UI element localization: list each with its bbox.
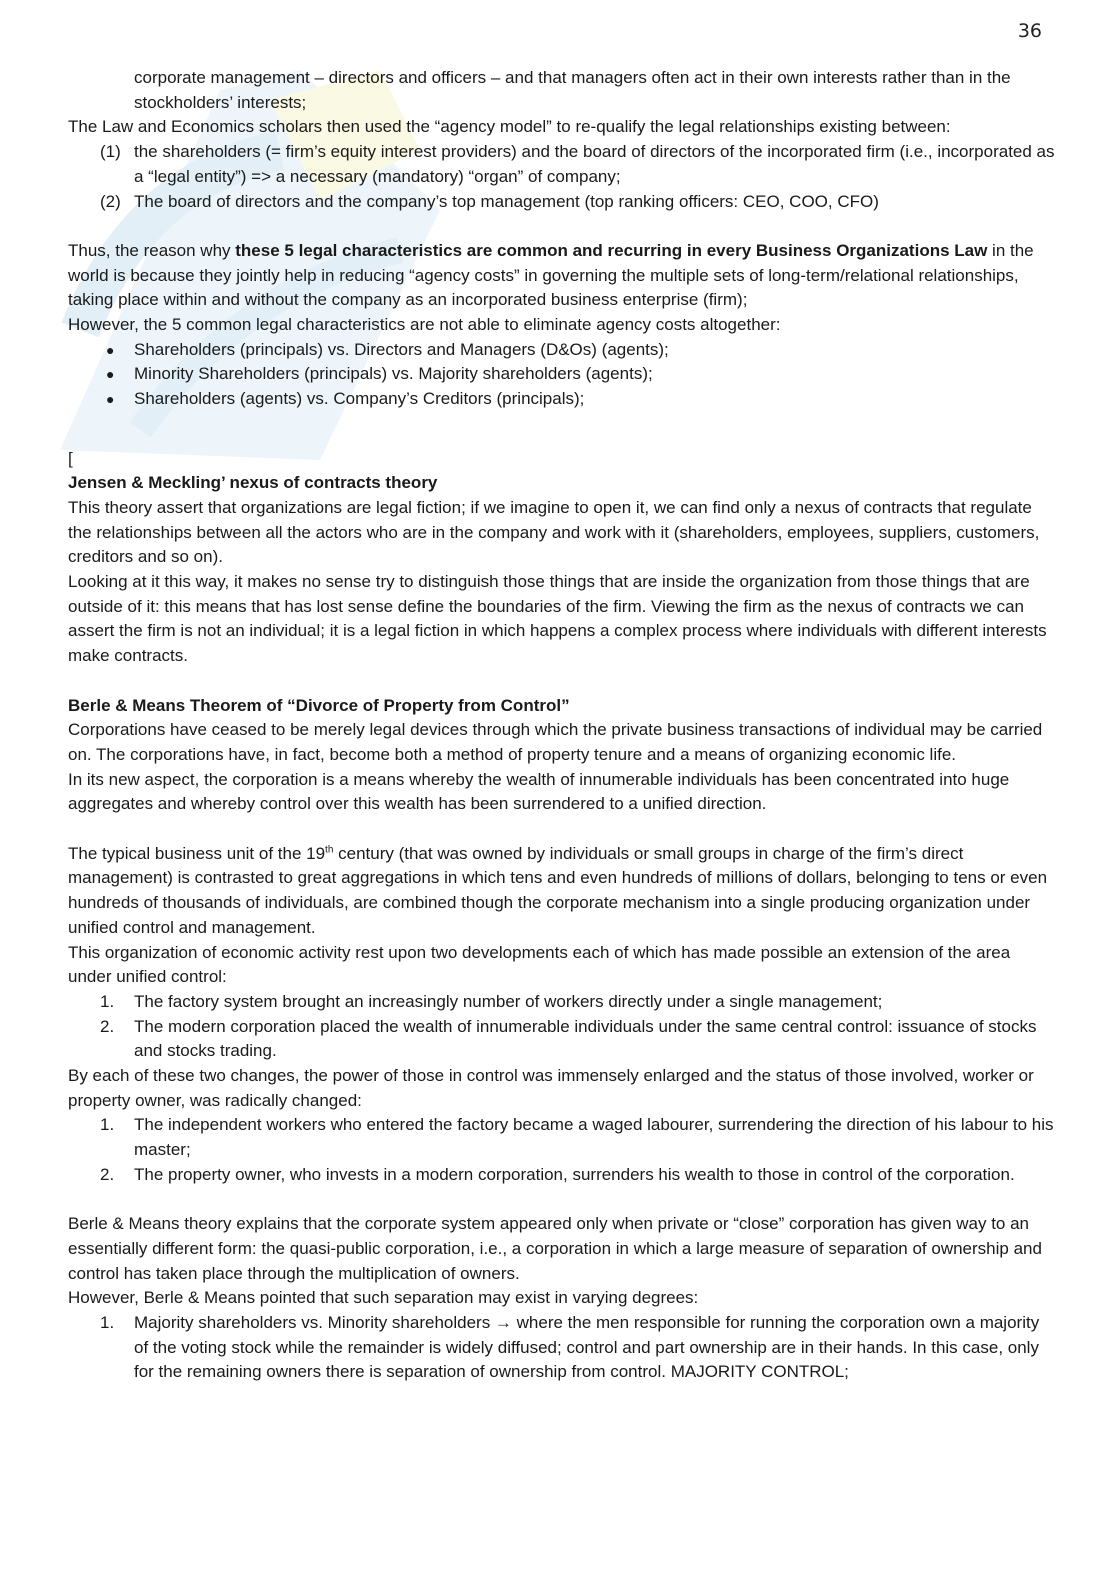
agency-list <box>68 140 1058 214</box>
paragraph-nexus-1: This theory assert that organizations are legal fiction; if we imagine to open it, we can find only a nexus of contracts that regulate the relationships between all the actors who are in the company and work with it (shareholders, employees, suppliers, customers, creditors and so on). <box>68 497 1040 567</box>
document-body <box>68 66 1058 1385</box>
page-number: 36 <box>1017 20 1042 42</box>
arrow-right-icon: → <box>494 1313 512 1333</box>
list-marker: 1. <box>100 1313 115 1333</box>
list-marker: 1. <box>100 1115 115 1135</box>
list-marker: (1) <box>100 142 121 162</box>
list-item-text: The factory system brought an increasingly number of workers directly under a single management; <box>134 991 883 1011</box>
paragraph-agency-costs: However, the 5 common legal characteristics are not able to eliminate agency costs altogether: <box>68 315 781 335</box>
list-marker: (2) <box>100 191 121 211</box>
changes-list <box>68 1113 1058 1187</box>
list-marker: 2. <box>100 1164 115 1184</box>
list-item-text: The board of directors and the company’s top management (top ranking officers: CEO, COO, CFO) <box>134 191 879 211</box>
bullet-list <box>68 338 1058 412</box>
list-item <box>68 1015 1058 1064</box>
paragraph-agency-model: The Law and Economics scholars then used the “agency model” to re-qualify the legal relationships existing between: <box>68 117 951 137</box>
paragraph-developments: This organization of economic activity rest upon two developments each of which has made possible an extension of the area under unified control: <box>68 942 1011 987</box>
paragraph-continuation: corporate management – directors and officers – and that managers often act in their own interests rather than in the stockholders’ interests; <box>134 68 1011 112</box>
list-item-text: The independent workers who entered the factory became a waged labourer, surrendering the direction of his labour to his master; <box>134 1115 1054 1160</box>
paragraph-varying-degrees: However, Berle & Means pointed that such separation may exist in varying degrees: <box>68 1288 699 1308</box>
bracket-mark: [ <box>68 448 73 468</box>
paragraph-changes: By each of these two changes, the power of those in control was immensely enlarged and the status of those involved, worker or property owner, was radically changed: <box>68 1066 1034 1110</box>
paragraph-corporate-system: Berle & Means theory explains that the corporate system appeared only when private or “close” corporation has given way to an essentially different form: the quasi-public corporation, i.e., a corporation in which a large measure of separation of ownership and control has taken place through the multiplication of owners. <box>68 1214 1042 1283</box>
list-item <box>68 1163 1058 1188</box>
list-item-text: Majority shareholders vs. Minority shareholders → where the men responsible for running the corporation own a majority of the voting stock while the remainder is widely diffused; control and part ownership are in their hands. In this case, only for the remaining owners there is separation of ownership from control. MAJORITY CONTROL; <box>134 1313 1040 1382</box>
list-item-text: The property owner, who invests in a modern corporation, surrenders his wealth to those in control of the corporation. <box>134 1164 1015 1184</box>
list-item-text: Shareholders (principals) vs. Directors and Managers (D&Os) (agents); <box>134 339 669 359</box>
list-item <box>68 362 1058 387</box>
paragraph-berle-1: Corporations have ceased to be merely legal devices through which the private business transactions of individual may be carried on. The corporations have, in fact, become both a method of property tenure and a means of organizing economic life. <box>68 720 1043 764</box>
list-item <box>68 990 1058 1015</box>
bullet-icon: ● <box>106 391 115 408</box>
list-item-text: the shareholders (= firm’s equity interest providers) and the board of directors of the incorporated firm (i.e., incorporated as a “legal entity”) => a necessary (mandatory) “organ” of company; <box>134 142 1055 186</box>
paragraph-business-unit: The typical business unit of the 19th century (that was owned by individuals or small groups in charge of the firm’s direct management) is contrasted to great aggregations in which tens and even hundreds of millions of dollars, belonging to tens or even hundreds of thousands of individuals, are combined though the corporate mechanism into a single producing organization under unified control and management. <box>68 843 1048 937</box>
bullet-icon: ● <box>106 341 115 358</box>
paragraph-berle-2: In its new aspect, the corporation is a means whereby the wealth of innumerable individuals has been concentrated into huge aggregates and whereby control over this wealth has been surrendered to a unified direction. <box>68 769 1010 814</box>
developments-list <box>68 990 1058 1064</box>
list-marker: 1. <box>100 991 115 1011</box>
paragraph-legal-characteristics: Thus, the reason why these 5 legal characteristics are common and recurring in every Business Organizations Law in the world is because they jointly help in reducing “agency costs” in governing the multiple sets of long-term/relational relationships, taking place within and without the company as an incorporated business enterprise (firm); <box>68 240 1034 310</box>
list-item-text: The modern corporation placed the wealth of innumerable individuals under the same central control: issuance of stocks and stocks trading. <box>134 1016 1037 1061</box>
degrees-list <box>68 1311 1058 1385</box>
list-marker: 2. <box>100 1016 115 1036</box>
list-item <box>68 338 1058 363</box>
list-item <box>68 387 1058 412</box>
bullet-icon: ● <box>106 366 115 383</box>
heading-berle-means: Berle & Means Theorem of “Divorce of Property from Control” <box>68 695 570 715</box>
list-item-text: Shareholders (agents) vs. Company’s Creditors (principals); <box>134 389 585 409</box>
list-item <box>68 1113 1058 1162</box>
paragraph-nexus-2: Looking at it this way, it makes no sense try to distinguish those things that are inside the organization from those things that are outside of it: this means that has lost sense define the boundaries of the firm. Viewing the firm as the nexus of contracts we can assert the firm is not an individual; it is a legal fiction in which happens a complex process where individuals with different interests make contracts. <box>68 572 1047 666</box>
heading-jensen-meckling: Jensen & Meckling’ nexus of contracts theory <box>68 473 438 493</box>
list-item-text: Minority Shareholders (principals) vs. Majority shareholders (agents); <box>134 364 653 384</box>
list-item <box>68 140 1058 189</box>
list-item <box>68 190 1058 215</box>
list-item <box>68 1311 1058 1385</box>
bold-emphasis: these 5 legal characteristics are common and recurring in every Business Organizations Law <box>235 240 988 260</box>
